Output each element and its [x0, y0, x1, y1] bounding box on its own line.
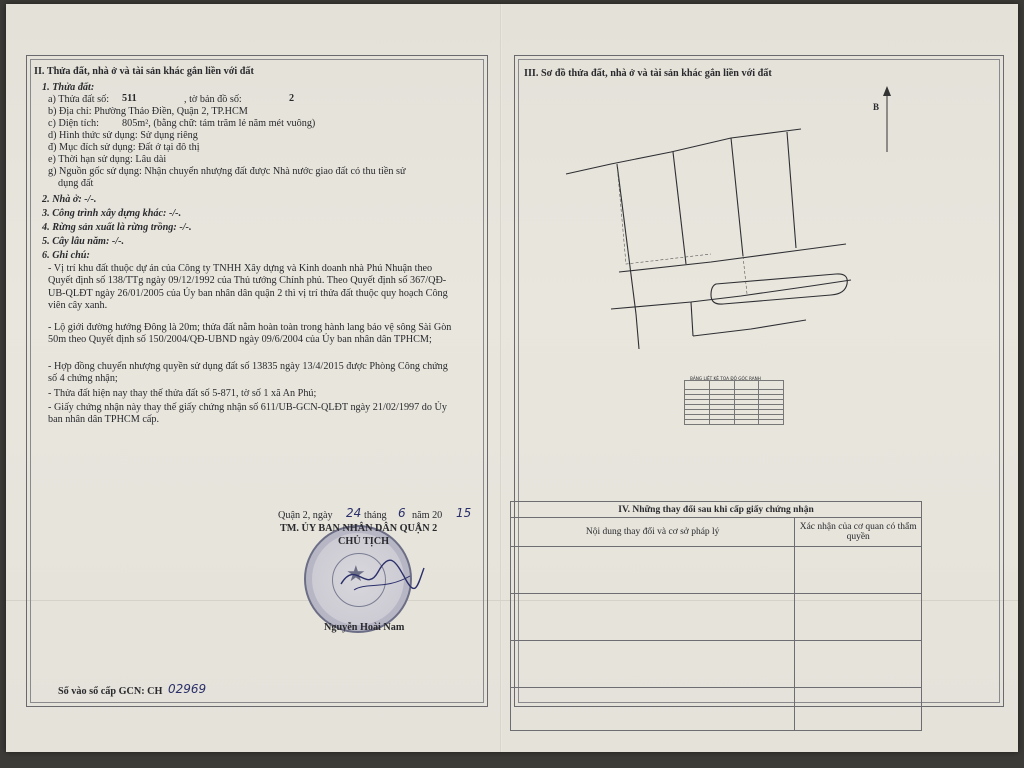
register-number: 02969: [168, 682, 207, 696]
signer-name: Nguyễn Hoài Nam: [324, 622, 405, 633]
usage-purpose: đ) Mục đích sử dụng: Đất ở tại đô thị: [48, 142, 200, 153]
note-1: - Vị trí khu đất thuộc dự án của Công ty TNHH Xây dựng và Kinh doanh nhà Phú Nhuận theo Quyết định số 138/TTg ngày 09/12/1992 của Thủ tướng Chính phủ. Theo Quyết định số 367/QĐ-UB-QLĐT ngày 26/01/2005 của Ủy ban nhân dân quận 2 thì vị trí thửa đất thuộc quy hoạch Công viên cây xanh.: [48, 263, 448, 311]
section-iii-heading: III. Sơ đồ thửa đất, nhà ở và tài sản khác gắn liền với đất: [524, 68, 772, 79]
note-2: - Lộ giới đường hướng Đông là 20m; thửa đất nằm hoàn toàn trong hành lang bảo vệ sông Sài Gòn 50m theo Quyết định số 150/2004/QĐ-UBND ngày 09/6/2004 của Ủy ban nhân dân TPHCM;: [48, 322, 452, 346]
changes-title: IV. Những thay đổi sau khi cấp giấy chứng nhận: [511, 502, 922, 518]
address: b) Địa chỉ: Phường Thảo Điền, Quận 2, TP.HCM: [48, 106, 248, 117]
other-works-section: 3. Công trình xây dựng khác: -/-.: [42, 208, 182, 219]
parcel-sketch: [551, 124, 861, 359]
issue-date-prefix: Quận 2, ngày: [278, 510, 333, 521]
note-4: - Thửa đất hiện nay thay thế thửa đất số 5-871, tờ số 1 xã An Phú;: [48, 388, 317, 399]
perennial-section: 5. Cây lâu năm: -/-.: [42, 236, 125, 247]
issue-month-label: tháng: [364, 510, 387, 521]
changes-row-4: [511, 688, 795, 731]
coord-table-title: BẢNG LIỆT KÊ TỌA ĐỘ GÓC RANH: [690, 376, 761, 381]
changes-col-content: Nội dung thay đổi và cơ sở pháp lý: [511, 518, 795, 547]
usage-term: e) Thời hạn sử dụng: Lâu dài: [48, 154, 167, 165]
issue-year-label: năm 20: [412, 510, 443, 521]
fold-line-vertical: [500, 4, 502, 752]
issue-year: 15: [456, 506, 472, 520]
house-section: 2. Nhà ở: -/-.: [42, 194, 97, 205]
map-sheet-label: , tờ bản đồ số:: [184, 94, 242, 105]
chairman-title: CHỦ TỊCH: [338, 536, 390, 547]
changes-row-1: [511, 547, 795, 594]
parcel-number-value: 511: [122, 93, 137, 104]
area-value: 805m², (bằng chữ: tám trăm lẻ năm mét vuông): [122, 118, 316, 129]
section-ii-heading: II. Thửa đất, nhà ở và tài sản khác gắn liền với đất: [34, 66, 254, 77]
issue-day: 24: [346, 506, 362, 520]
note-5: - Giấy chứng nhận này thay thế giấy chứng nhận số 611/UB-GCN-QLĐT ngày 21/02/1997 do Ủy ban nhân dân TPHCM cấp.: [48, 402, 447, 426]
usage-origin-cont: dụng đất: [58, 178, 94, 189]
signature: [336, 554, 426, 600]
note-3: - Hợp đồng chuyển nhượng quyền sử dụng đất số 13835 ngày 13/4/2015 được Phòng Công chứng số 4 chứng nhận;: [48, 361, 448, 385]
north-arrow-icon: [880, 86, 894, 156]
changes-row-2: [511, 594, 795, 641]
map-sheet-value: 2: [289, 93, 295, 104]
area-label: c) Diện tích:: [48, 118, 99, 129]
changes-col-confirmation: Xác nhận của cơ quan có thẩm quyền: [795, 518, 922, 547]
parcel-title: 1. Thửa đất:: [42, 82, 95, 93]
register-label: Số vào sổ cấp GCN: CH: [58, 686, 163, 697]
issuing-authority: TM. ỦY BAN NHÂN DÂN QUẬN 2: [280, 523, 438, 534]
issue-month: 6: [398, 506, 406, 520]
changes-row-3: [511, 641, 795, 688]
parcel-number-label: a) Thửa đất số:: [48, 94, 110, 105]
coord-table: [684, 380, 784, 425]
usage-form: d) Hình thức sử dụng: Sử dụng riêng: [48, 130, 198, 141]
notes-title: 6. Ghi chú:: [42, 250, 90, 261]
north-label: B: [873, 102, 880, 112]
changes-table: [510, 501, 922, 731]
forest-section: 4. Rừng sản xuất là rừng trồng: -/-.: [42, 222, 192, 233]
seal-star-icon: ★: [346, 561, 366, 586]
certificate-sheet: [6, 4, 1018, 752]
usage-origin: g) Nguồn gốc sử dụng: Nhận chuyển nhượng đất được Nhà nước giao đất có thu tiền sử: [48, 166, 406, 177]
